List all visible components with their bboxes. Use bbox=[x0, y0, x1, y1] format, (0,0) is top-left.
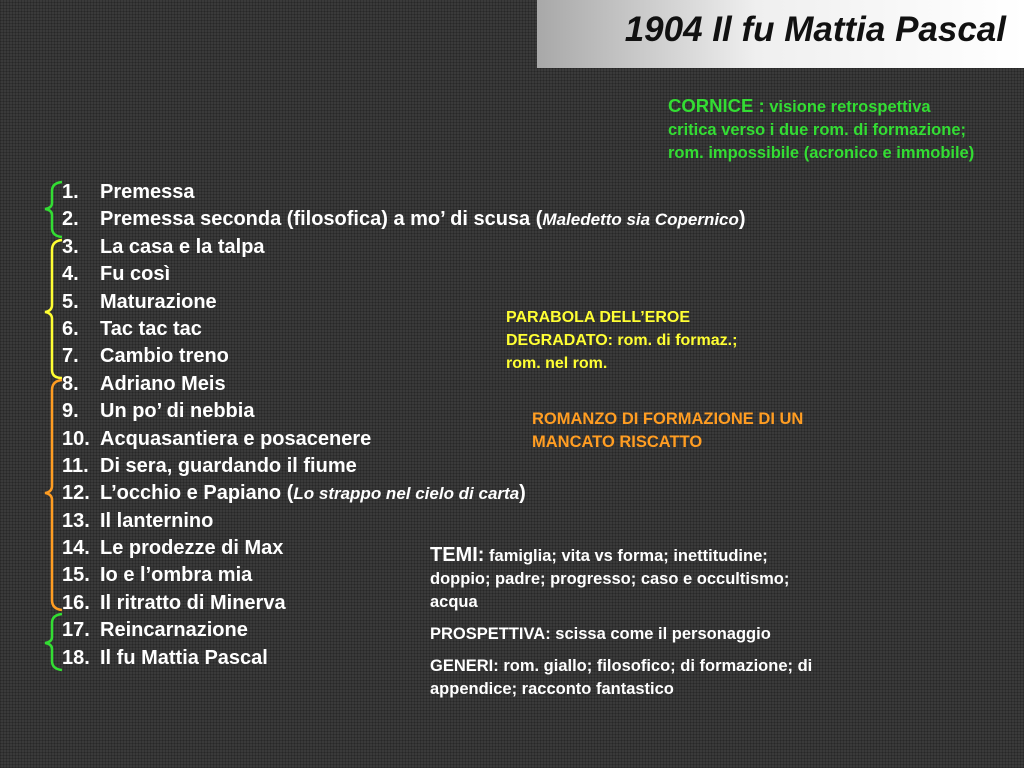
chapter-title: Acquasantiera e posacenere bbox=[100, 427, 372, 450]
chapter-item bbox=[62, 206, 746, 233]
chapter-title: La casa e la talpa bbox=[100, 235, 265, 258]
chapter-subtitle: Maledetto sia Copernico bbox=[542, 210, 739, 230]
themes-paragraph bbox=[430, 544, 820, 614]
chapter-title: Il ritratto di Minerva bbox=[100, 591, 286, 614]
chapter-number: 1. bbox=[62, 181, 79, 203]
chapter-number: 6. bbox=[62, 317, 79, 340]
chapter-number: 13. bbox=[62, 509, 90, 532]
chapter-title: Reincarnazione bbox=[100, 619, 248, 642]
chapter-number: 3. bbox=[62, 235, 79, 258]
chapter-number: 15. bbox=[62, 564, 90, 587]
bracket-cornice-icon bbox=[45, 182, 62, 237]
chapter-number: 18. bbox=[62, 646, 90, 669]
page-title: 1904 Il fu Mattia Pascal bbox=[624, 10, 1006, 49]
chapter-closing-paren: ) bbox=[519, 482, 526, 505]
chapter-closing-paren: ) bbox=[738, 208, 746, 231]
cornice-note bbox=[668, 94, 978, 165]
chapter-number: 2. bbox=[62, 208, 79, 231]
chapter-title: Premessa bbox=[100, 181, 195, 203]
chapter-number: 14. bbox=[62, 537, 90, 560]
chapter-title: Tac tac tac bbox=[100, 317, 202, 340]
chapter-title: Io e l’ombra mia bbox=[100, 564, 253, 587]
chapter-number: 8. bbox=[62, 372, 79, 395]
genres-paragraph: GENERI: rom. giallo; filosofico; di formazione; di appendice; racconto fantastico bbox=[430, 657, 813, 698]
chapter-title: Premessa seconda (filosofica) a mo’ di scusa ( bbox=[100, 208, 543, 231]
chapter-item bbox=[62, 508, 746, 535]
chapter-title: Le prodezze di Max bbox=[100, 537, 284, 560]
chapter-item bbox=[62, 179, 746, 206]
cornice-label: CORNICE : bbox=[668, 95, 765, 116]
chapter-number: 12. bbox=[62, 482, 90, 505]
romanzo-note: ROMANZO DI FORMAZIONE DI UN MANCATO RISCATTO bbox=[532, 410, 804, 451]
chapter-number: 10. bbox=[62, 427, 90, 450]
chapter-number: 9. bbox=[62, 400, 79, 423]
bracket-parabola-icon bbox=[45, 240, 62, 378]
chapter-item bbox=[62, 480, 746, 507]
chapter-number: 5. bbox=[62, 290, 79, 313]
chapter-number: 7. bbox=[62, 345, 79, 368]
chapter-number: 16. bbox=[62, 591, 90, 614]
chapter-title: Il fu Mattia Pascal bbox=[100, 646, 268, 669]
chapter-title: Cambio treno bbox=[100, 345, 229, 368]
title-banner bbox=[537, 0, 1024, 68]
chapter-number: 11. bbox=[62, 454, 89, 477]
chapter-title: Di sera, guardando il fiume bbox=[100, 454, 357, 477]
chapter-item bbox=[62, 234, 746, 261]
bracket-romanzo-icon bbox=[45, 380, 62, 610]
parabola-note: PARABOLA DELL’EROE DEGRADATO: rom. di formaz.; rom. nel rom. bbox=[506, 309, 738, 372]
chapter-number: 4. bbox=[62, 263, 79, 286]
chapter-title: Maturazione bbox=[100, 290, 217, 313]
themes-block bbox=[430, 544, 820, 710]
perspective-paragraph: PROSPETTIVA: scissa come il personaggio bbox=[430, 625, 771, 643]
chapter-title: Il lanternino bbox=[100, 509, 214, 532]
chapter-title: Adriano Meis bbox=[100, 372, 226, 395]
cornice-text: visione retrospettiva critica verso i due rom. di formazione; rom. impossibile (acronico e immobile) bbox=[668, 98, 975, 162]
chapter-number: 17. bbox=[62, 619, 90, 642]
chapter-item bbox=[62, 261, 746, 288]
chapter-subtitle: Lo strappo nel cielo di carta bbox=[293, 484, 520, 504]
bracket-cornice-end-icon bbox=[45, 614, 62, 670]
chapter-title: Un po’ di nebbia bbox=[100, 400, 255, 423]
themes-text: famiglia; vita vs forma; inettitudine; doppio; padre; progresso; caso e occultismo; acqua bbox=[430, 547, 790, 611]
chapter-item bbox=[62, 453, 746, 480]
themes-label: TEMI: bbox=[430, 544, 485, 566]
chapter-title: L’occhio e Papiano ( bbox=[100, 482, 294, 505]
chapter-title: Fu così bbox=[100, 263, 171, 286]
